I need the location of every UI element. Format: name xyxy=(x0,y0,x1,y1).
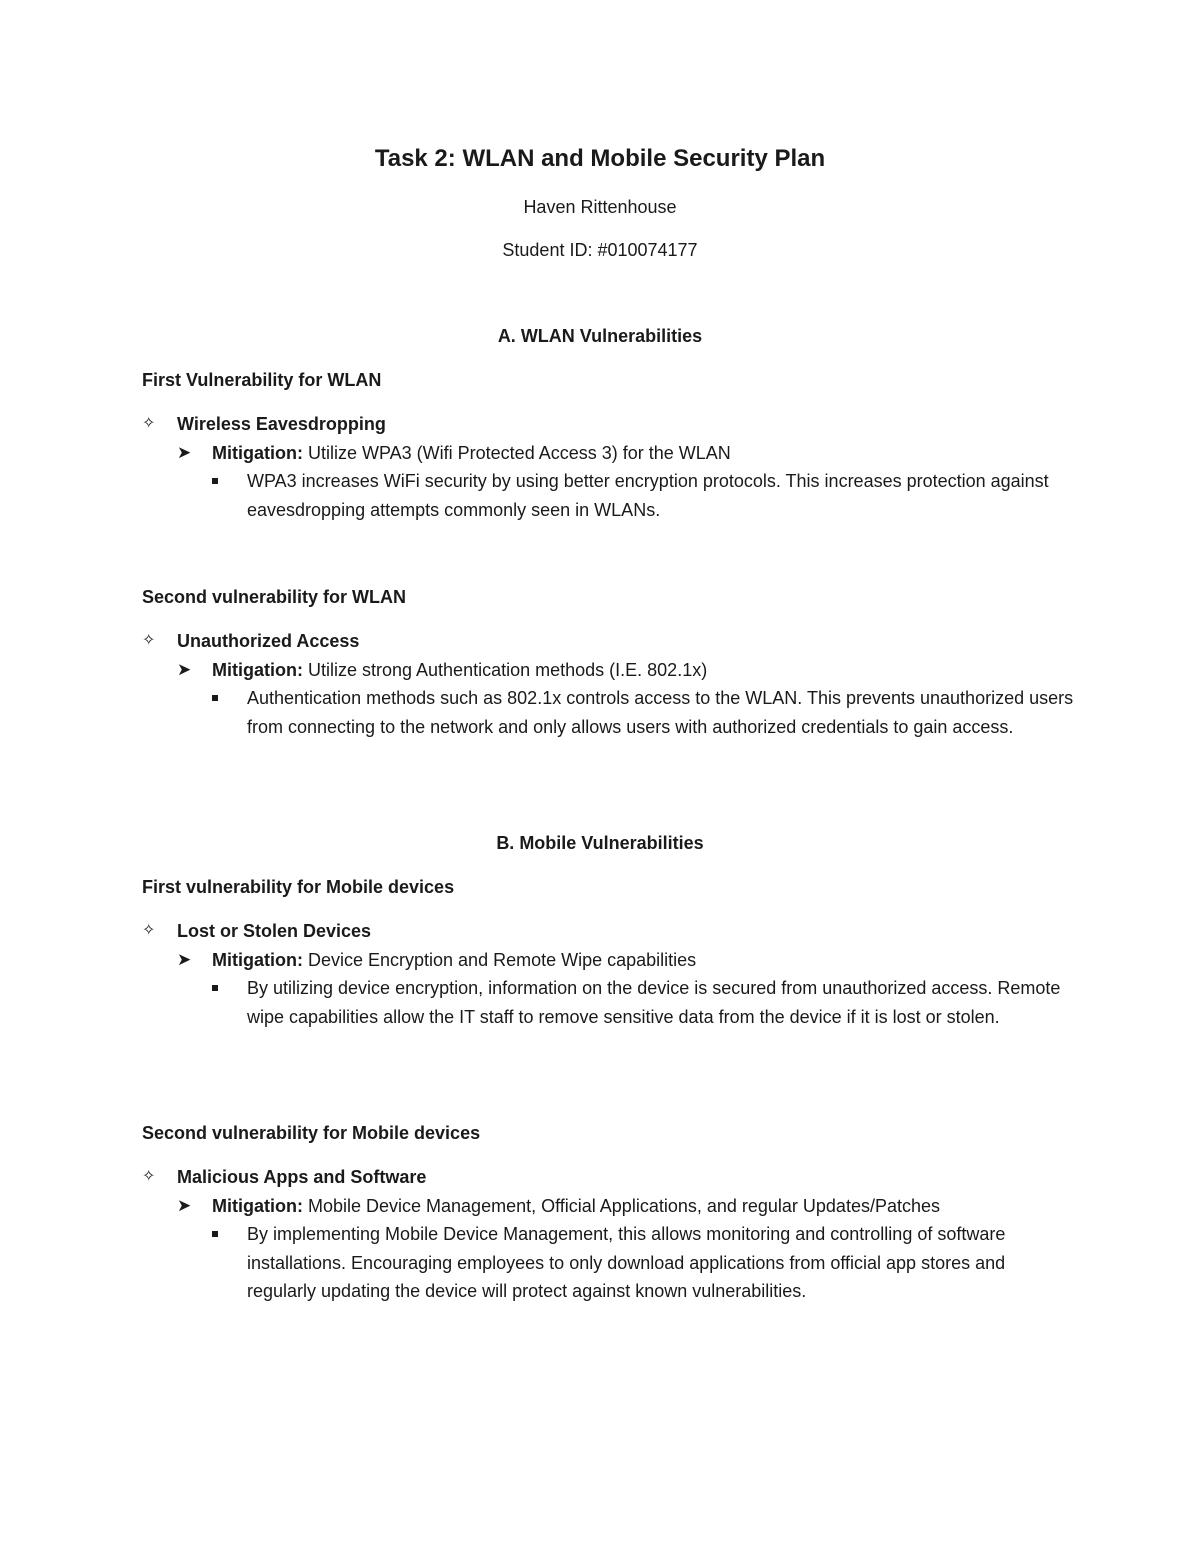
list-item xyxy=(142,1163,1082,1192)
list-item xyxy=(142,946,1082,975)
list-item xyxy=(142,410,1082,439)
mitigation-line xyxy=(212,439,731,468)
mitigation-detail: By utilizing device encryption, information on the device is secured from unauthorized access. Remote wipe capabilities allow the IT staff to remove sensitive data from the device if it is lost or stolen. xyxy=(247,978,1061,1027)
list-item xyxy=(142,1220,1082,1306)
vulnerability-block-wlan-first xyxy=(142,410,1082,524)
mitigation-text: Device Encryption and Remote Wipe capabilities xyxy=(302,949,697,970)
mitigation-label: Mitigation: xyxy=(212,1195,303,1216)
four-diamond-bullet-icon: ✧ xyxy=(142,922,156,939)
four-diamond-bullet-icon: ✧ xyxy=(142,632,156,649)
subheading-mobile-second: Second vulnerability for Mobile devices xyxy=(142,1123,481,1143)
arrowhead-bullet-icon: ➤ xyxy=(177,659,192,679)
list-item xyxy=(142,917,1082,946)
mitigation-text: Utilize strong Authentication methods (I.E. 802.1x) xyxy=(302,659,708,680)
subheading-mobile-first: First vulnerability for Mobile devices xyxy=(142,877,455,897)
page-title: Task 2: WLAN and Mobile Security Plan xyxy=(374,145,826,172)
student-id: Student ID: #010074177 xyxy=(502,240,698,260)
four-diamond-bullet-icon: ✧ xyxy=(142,1168,156,1185)
section-heading-wlan: A. WLAN Vulnerabilities xyxy=(497,326,703,346)
list-item xyxy=(142,1192,1082,1221)
square-bullet-icon xyxy=(212,1231,218,1237)
arrowhead-bullet-icon: ➤ xyxy=(177,1195,192,1215)
mitigation-label: Mitigation: xyxy=(212,949,303,970)
mitigation-line xyxy=(212,656,707,685)
list-item xyxy=(142,684,1082,741)
vulnerability-name: Lost or Stolen Devices xyxy=(177,921,372,941)
mitigation-text: Mobile Device Management, Official Applications, and regular Updates/Patches xyxy=(302,1195,940,1216)
vulnerability-block-wlan-second xyxy=(142,627,1082,741)
subheading-wlan-second: Second vulnerability for WLAN xyxy=(142,587,407,607)
arrowhead-bullet-icon: ➤ xyxy=(177,949,192,969)
mitigation-detail: Authentication methods such as 802.1x controls access to the WLAN. This prevents unauthorized users from connecting to the network and only allows users with authorized credentials to gain access. xyxy=(247,688,1074,737)
vulnerability-block-mobile-first xyxy=(142,917,1082,1031)
mitigation-detail: By implementing Mobile Device Management, this allows monitoring and controlling of software installations. Encouraging employees to only download applications from official app stores and regularly updating the device will protect against known vulnerabilities. xyxy=(247,1224,1006,1301)
subheading-wlan-first: First Vulnerability for WLAN xyxy=(142,370,382,390)
mitigation-detail: WPA3 increases WiFi security by using better encryption protocols. This increases protection against eavesdropping attempts commonly seen in WLANs. xyxy=(247,471,1049,520)
list-item xyxy=(142,467,1082,524)
four-diamond-bullet-icon: ✧ xyxy=(142,415,156,432)
square-bullet-icon xyxy=(212,695,218,701)
square-bullet-icon xyxy=(212,478,218,484)
vulnerability-name: Unauthorized Access xyxy=(177,631,360,651)
mitigation-line xyxy=(212,1192,940,1221)
square-bullet-icon xyxy=(212,985,218,991)
section-heading-mobile: B. Mobile Vulnerabilities xyxy=(496,833,704,853)
mitigation-label: Mitigation: xyxy=(212,659,303,680)
vulnerability-name: Wireless Eavesdropping xyxy=(177,414,386,434)
list-item xyxy=(142,656,1082,685)
list-item xyxy=(142,439,1082,468)
author-name: Haven Rittenhouse xyxy=(523,197,677,217)
arrowhead-bullet-icon: ➤ xyxy=(177,442,192,462)
list-item xyxy=(142,627,1082,656)
vulnerability-name: Malicious Apps and Software xyxy=(177,1167,427,1187)
mitigation-line xyxy=(212,946,696,975)
list-item xyxy=(142,974,1082,1031)
vulnerability-block-mobile-second xyxy=(142,1163,1082,1306)
mitigation-text: Utilize WPA3 (Wifi Protected Access 3) for the WLAN xyxy=(302,442,731,463)
mitigation-label: Mitigation: xyxy=(212,442,303,463)
